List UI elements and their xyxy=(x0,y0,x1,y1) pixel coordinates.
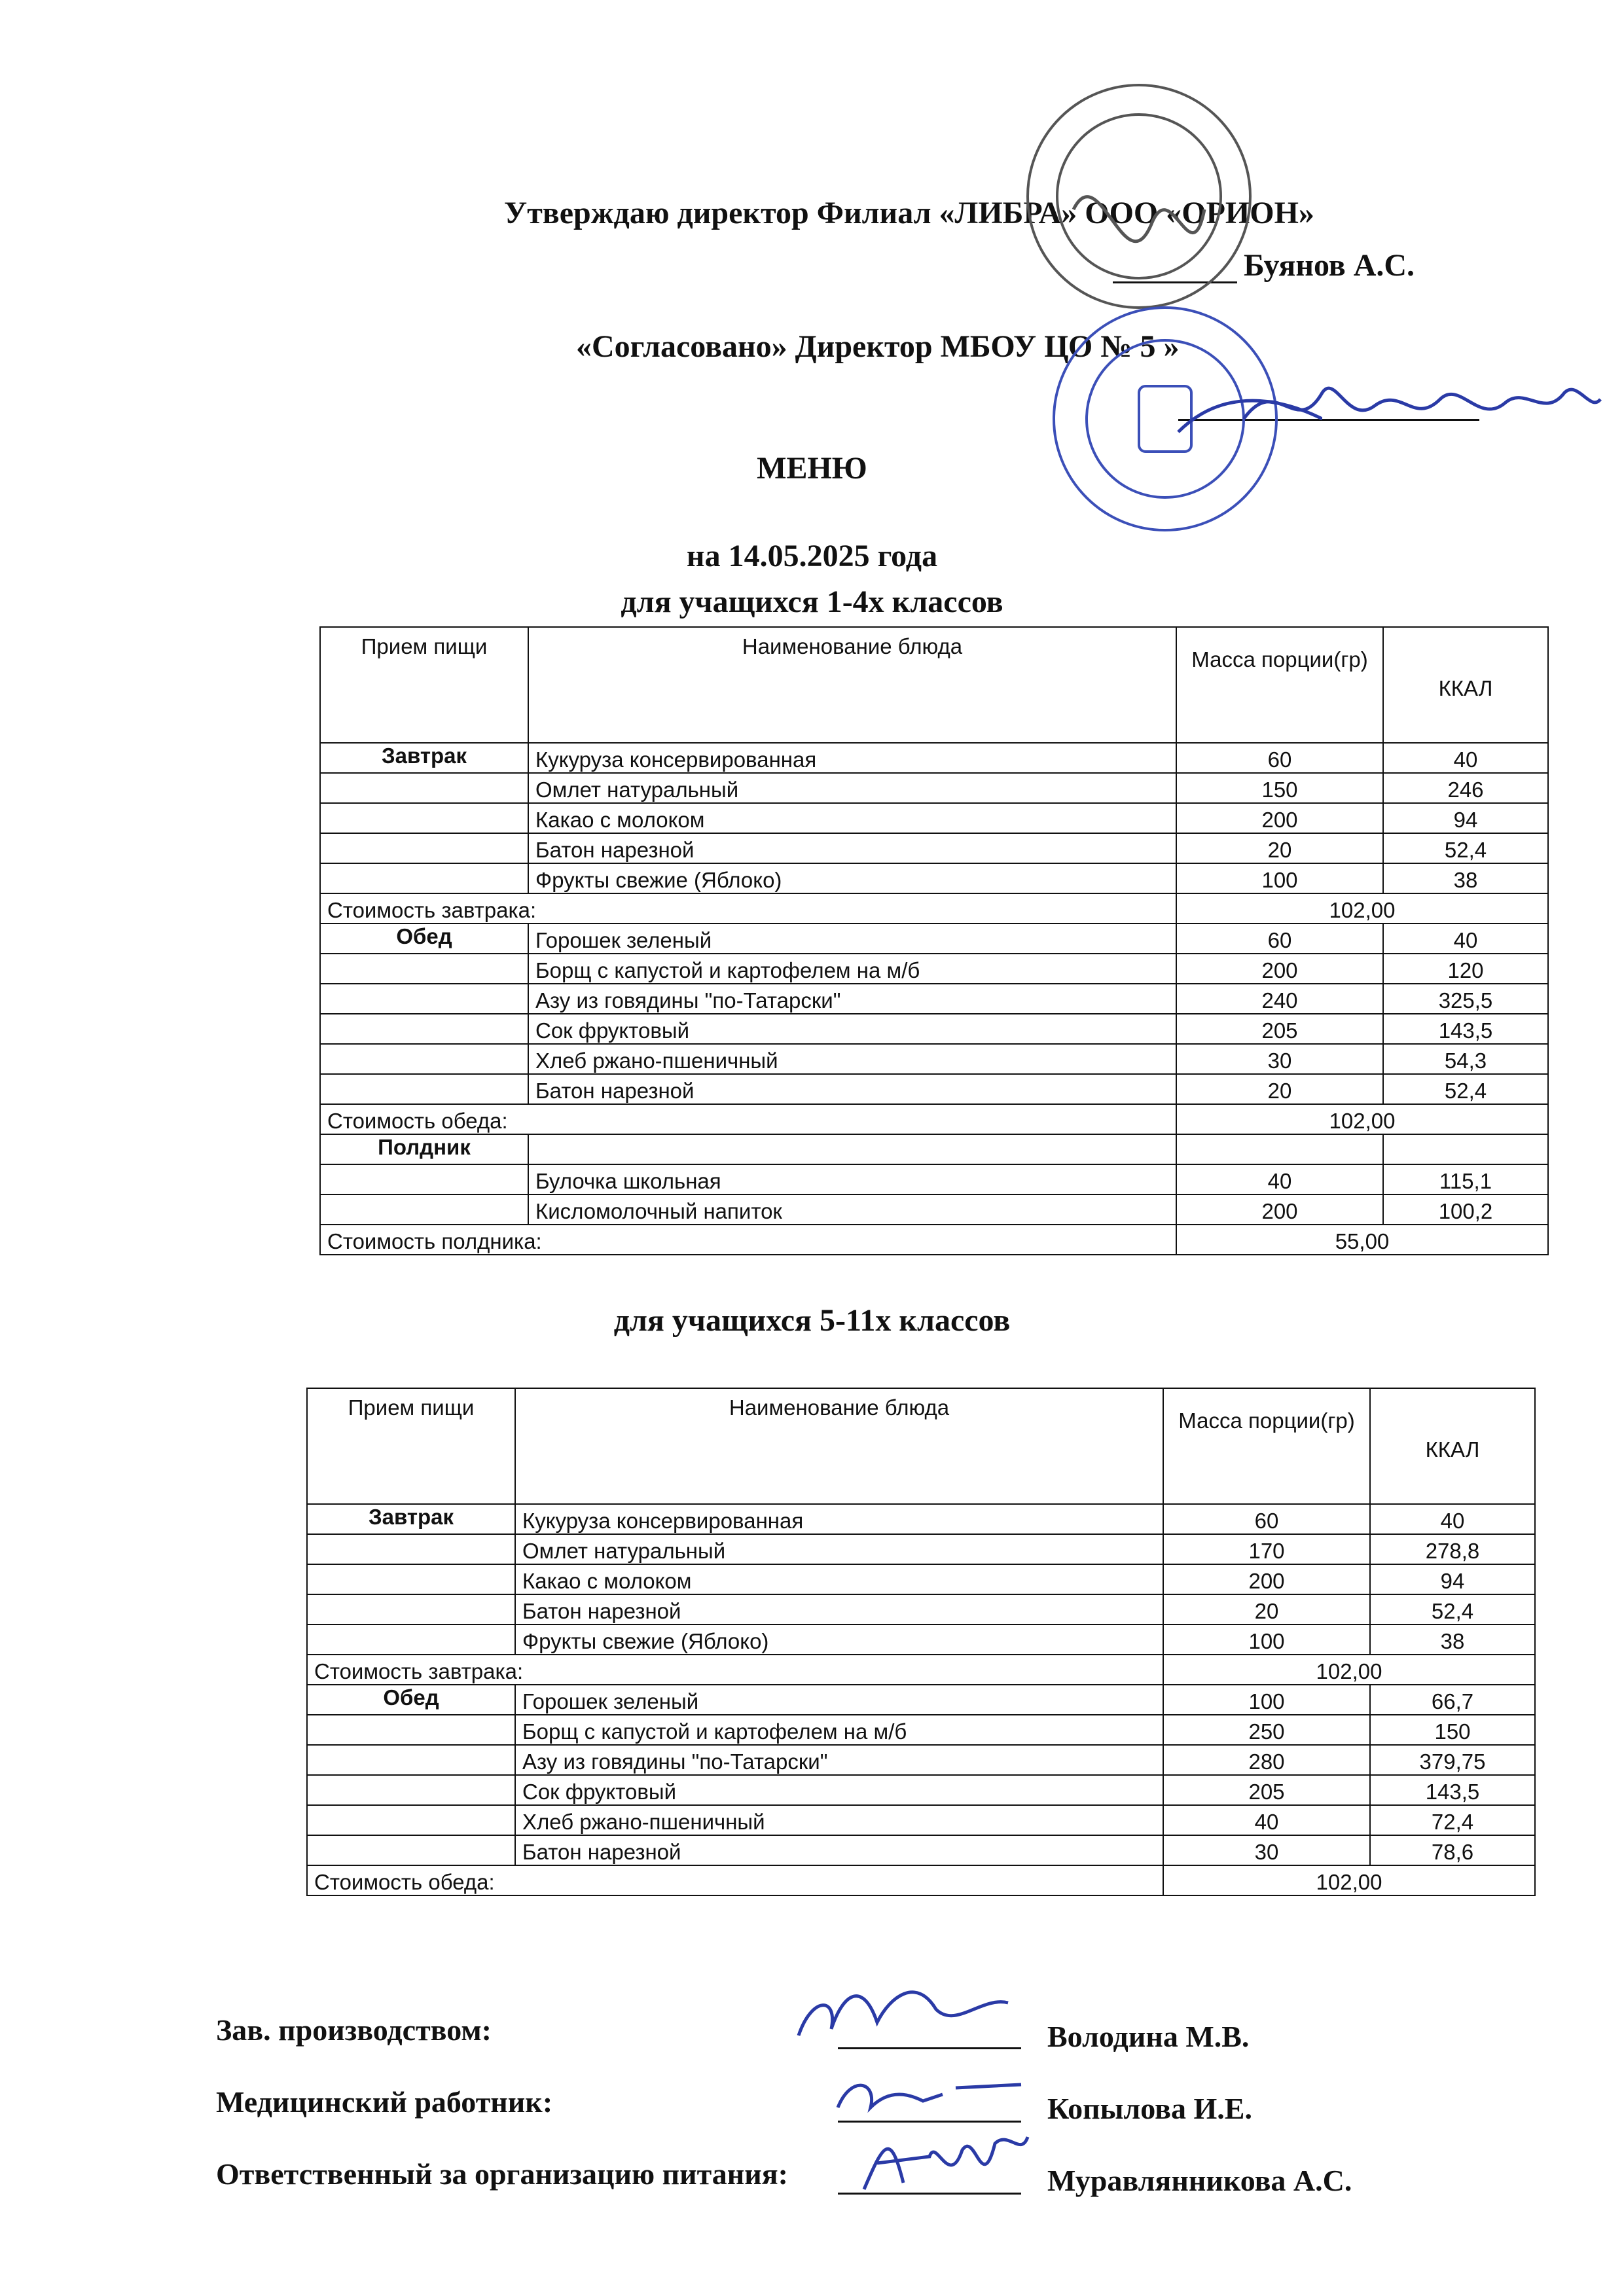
dish-name: Горошек зеленый xyxy=(515,1685,1163,1715)
table-row xyxy=(320,924,1548,954)
meal-label: Обед xyxy=(320,924,528,954)
t1-lunch xyxy=(320,924,1548,1134)
dish-name: Горошек зеленый xyxy=(528,924,1176,954)
dish-mass: 20 xyxy=(1176,1074,1383,1104)
dish-kcal: 94 xyxy=(1383,803,1548,833)
dish-mass: 30 xyxy=(1163,1835,1370,1865)
table-row xyxy=(320,803,1548,833)
header-dish: Наименование блюда xyxy=(515,1388,1163,1504)
cost-row xyxy=(307,1655,1535,1685)
dish-name: Хлеб ржано-пшеничный xyxy=(515,1805,1163,1835)
signature-role-production: Зав. производством: xyxy=(216,2013,492,2047)
signature-production xyxy=(785,1970,1021,2049)
t2-lunch xyxy=(307,1685,1535,1895)
dish-name: Батон нарезной xyxy=(515,1835,1163,1865)
menu-table-grades-5-11 xyxy=(306,1388,1536,1896)
dish-kcal: 40 xyxy=(1383,743,1548,773)
table-row xyxy=(307,1745,1535,1775)
dish-kcal: 325,5 xyxy=(1383,984,1548,1014)
table-row xyxy=(307,1594,1535,1624)
signature-name-nutrition: Муравлянникова А.С. xyxy=(1047,2164,1352,2197)
dish-mass: 280 xyxy=(1163,1745,1370,1775)
dish-name: Какао с молоком xyxy=(528,803,1176,833)
table-row xyxy=(320,863,1548,893)
meal-label: Завтрак xyxy=(307,1504,515,1534)
table-row xyxy=(320,984,1548,1014)
dish-kcal: 379,75 xyxy=(1370,1745,1535,1775)
dish-mass: 60 xyxy=(1176,743,1383,773)
dish-name: Батон нарезной xyxy=(515,1594,1163,1624)
dish-mass: 205 xyxy=(1176,1014,1383,1044)
meal-label: Завтрак xyxy=(320,743,528,773)
dish-name: Какао с молоком xyxy=(515,1564,1163,1594)
dish-mass: 205 xyxy=(1163,1775,1370,1805)
dish-kcal: 54,3 xyxy=(1383,1044,1548,1074)
table-row xyxy=(320,1194,1548,1225)
table-row xyxy=(320,1134,1548,1164)
table-row xyxy=(320,833,1548,863)
dish-mass: 20 xyxy=(1163,1594,1370,1624)
dish-kcal: 120 xyxy=(1383,954,1548,984)
dish-name: Омлет натуральный xyxy=(528,773,1176,803)
signature-role-nutrition: Ответственный за организацию питания: xyxy=(216,2157,788,2191)
breakfast-cost-label: Стоимость завтрака: xyxy=(307,1655,1163,1685)
table-row xyxy=(320,954,1548,984)
signature-role-medical: Медицинский работник: xyxy=(216,2085,553,2119)
dish-kcal: 278,8 xyxy=(1370,1534,1535,1564)
subtitle-grades-5-11: для учащихся 5-11х классов xyxy=(613,1303,1011,1338)
dish-mass: 150 xyxy=(1176,773,1383,803)
lunch-cost: 102,00 xyxy=(1176,1104,1548,1134)
header-meal: Прием пищи xyxy=(320,627,528,743)
table-row xyxy=(307,1715,1535,1745)
dish-kcal: 78,6 xyxy=(1370,1835,1535,1865)
t1-breakfast xyxy=(320,743,1548,924)
dish-mass: 240 xyxy=(1176,984,1383,1014)
table-row xyxy=(320,1074,1548,1104)
dish-kcal: 150 xyxy=(1370,1715,1535,1745)
dish-name: Фрукты свежие (Яблоко) xyxy=(515,1624,1163,1655)
dish-mass: 250 xyxy=(1163,1715,1370,1745)
dish-kcal: 115,1 xyxy=(1383,1164,1548,1194)
dish-kcal: 143,5 xyxy=(1383,1014,1548,1044)
dish-name: Сок фруктовый xyxy=(528,1014,1176,1044)
dish-name: Батон нарезной xyxy=(528,833,1176,863)
t2-breakfast xyxy=(307,1504,1535,1685)
table-row xyxy=(307,1624,1535,1655)
dish-kcal: 143,5 xyxy=(1370,1775,1535,1805)
dish-name: Хлеб ржано-пшеничный xyxy=(528,1044,1176,1074)
header-meal: Прием пищи xyxy=(307,1388,515,1504)
signature-name-medical: Копылова И.Е. xyxy=(1047,2092,1252,2125)
dish-name: Кукуруза консервированная xyxy=(528,743,1176,773)
dish-mass: 200 xyxy=(1176,1194,1383,1225)
header-kcal: ККАЛ xyxy=(1383,627,1548,743)
table-row xyxy=(307,1504,1535,1534)
dish-name: Кукуруза консервированная xyxy=(515,1504,1163,1534)
table-row xyxy=(320,1044,1548,1074)
dish-kcal: 52,4 xyxy=(1370,1594,1535,1624)
page-title: МЕНЮ xyxy=(757,451,867,486)
approve-line: Утверждаю директор Филиал «ЛИБРА» ООО «ОРИОН» xyxy=(504,196,1314,230)
dish-name: Батон нарезной xyxy=(528,1074,1176,1104)
header-mass: Масса порции(гр) xyxy=(1163,1388,1370,1504)
table-row xyxy=(307,1534,1535,1564)
snack-cost-label: Стоимость полдника: xyxy=(320,1225,1176,1255)
signature-nutrition xyxy=(851,2117,1034,2209)
signature-name-production: Володина М.В. xyxy=(1047,2020,1250,2053)
header-dish: Наименование блюда xyxy=(528,627,1176,743)
menu-table-grades-1-4 xyxy=(319,626,1549,1255)
menu-date: на 14.05.2025 года xyxy=(686,539,938,573)
dish-mass: 40 xyxy=(1163,1805,1370,1835)
dish-kcal: 38 xyxy=(1383,863,1548,893)
dish-name: Булочка школьная xyxy=(528,1164,1176,1194)
dish-mass: 100 xyxy=(1163,1624,1370,1655)
table-row xyxy=(307,1835,1535,1865)
table-row xyxy=(307,1685,1535,1715)
table-row xyxy=(320,773,1548,803)
table-row xyxy=(320,1164,1548,1194)
dish-kcal: 52,4 xyxy=(1383,833,1548,863)
dish-mass: 170 xyxy=(1163,1534,1370,1564)
dish-mass: 200 xyxy=(1163,1564,1370,1594)
dish-kcal: 72,4 xyxy=(1370,1805,1535,1835)
dish-mass: 100 xyxy=(1163,1685,1370,1715)
dish-name: Кисломолочный напиток xyxy=(528,1194,1176,1225)
dish-mass: 200 xyxy=(1176,803,1383,833)
dish-name: Сок фруктовый xyxy=(515,1775,1163,1805)
breakfast-cost: 102,00 xyxy=(1176,893,1548,924)
table-row xyxy=(307,1775,1535,1805)
meal-label: Обед xyxy=(307,1685,515,1715)
t1-snack xyxy=(320,1134,1548,1255)
dish-mass: 20 xyxy=(1176,833,1383,863)
table-row xyxy=(320,1014,1548,1044)
cost-row xyxy=(320,893,1548,924)
dish-kcal: 66,7 xyxy=(1370,1685,1535,1715)
agreed-line: «Согласовано» Директор МБОУ ЦО № 5 » xyxy=(576,329,1180,364)
cost-row xyxy=(320,1225,1548,1255)
dish-name: Азу из говядины "по-Татарски" xyxy=(515,1745,1163,1775)
dish-name: Борщ с капустой и картофелем на м/б xyxy=(515,1715,1163,1745)
table-row xyxy=(307,1564,1535,1594)
cost-row xyxy=(320,1104,1548,1134)
dish-name: Фрукты свежие (Яблоко) xyxy=(528,863,1176,893)
table-row xyxy=(307,1805,1535,1835)
dish-kcal: 246 xyxy=(1383,773,1548,803)
dish-kcal: 100,2 xyxy=(1383,1194,1548,1225)
table-row xyxy=(320,743,1548,773)
dish-kcal: 52,4 xyxy=(1383,1074,1548,1104)
breakfast-cost-label: Стоимость завтрака: xyxy=(320,893,1176,924)
dish-name: Омлет натуральный xyxy=(515,1534,1163,1564)
dish-kcal: 40 xyxy=(1383,924,1548,954)
meal-label: Полдник xyxy=(320,1134,528,1164)
dish-mass: 40 xyxy=(1176,1164,1383,1194)
cost-row xyxy=(307,1865,1535,1895)
dish-kcal: 40 xyxy=(1370,1504,1535,1534)
subtitle-grades-1-4: для учащихся 1-4х классов xyxy=(621,584,1003,619)
agreed-signature xyxy=(1237,367,1604,445)
lunch-cost-label: Стоимость обеда: xyxy=(307,1865,1163,1895)
dish-mass: 60 xyxy=(1176,924,1383,954)
breakfast-cost: 102,00 xyxy=(1163,1655,1535,1685)
header-kcal: ККАЛ xyxy=(1370,1388,1535,1504)
dish-mass: 200 xyxy=(1176,954,1383,984)
approve-name: Буянов А.С. xyxy=(1244,248,1415,283)
table-header-row xyxy=(307,1388,1535,1504)
snack-cost: 55,00 xyxy=(1176,1225,1548,1255)
dish-mass: 100 xyxy=(1176,863,1383,893)
dish-name: Борщ с капустой и картофелем на м/б xyxy=(528,954,1176,984)
lunch-cost-label: Стоимость обеда: xyxy=(320,1104,1176,1134)
lunch-cost: 102,00 xyxy=(1163,1865,1535,1895)
dish-kcal: 38 xyxy=(1370,1624,1535,1655)
dish-mass: 30 xyxy=(1176,1044,1383,1074)
dish-name: Азу из говядины "по-Татарски" xyxy=(528,984,1176,1014)
dish-kcal: 94 xyxy=(1370,1564,1535,1594)
header-mass: Масса порции(гр) xyxy=(1176,627,1383,743)
table-header-row xyxy=(320,627,1548,743)
dish-mass: 60 xyxy=(1163,1504,1370,1534)
